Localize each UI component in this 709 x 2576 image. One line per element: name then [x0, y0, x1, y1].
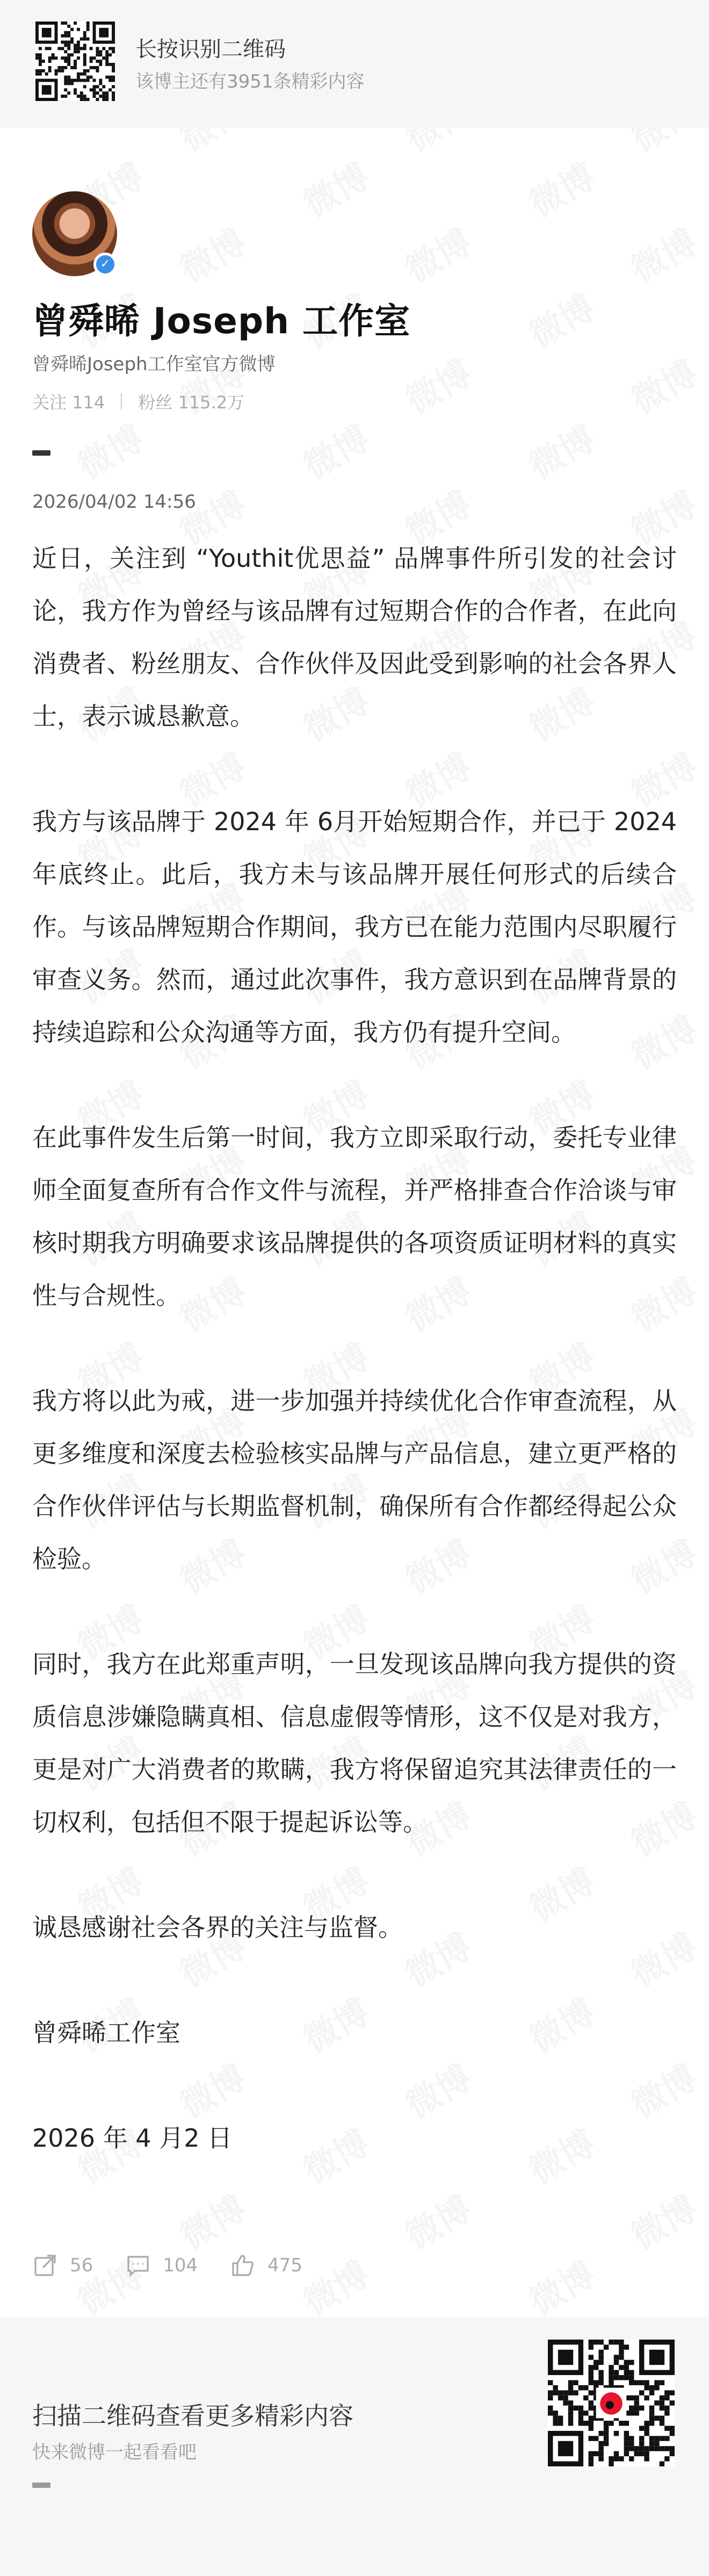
share-button[interactable]	[32, 2253, 93, 2278]
post-paragraph: 我方将以此为戒，进一步加强并持续优化合作审查流程，从更多维度和深度去检验核实品牌与产品信息，建立更严格的合作伙伴评估与长期监督机制，确保所有合作都经得起公众检验。	[32, 1386, 677, 1573]
watermark-text	[519, 412, 603, 489]
watermark-text	[395, 346, 480, 423]
divider-mark	[32, 450, 50, 456]
watermark-text	[519, 280, 603, 358]
followers-count[interactable]: 粉丝 115.2万	[138, 392, 245, 413]
verified-badge-icon: ✓	[93, 253, 117, 276]
post-date: 2026 年 4 月2 日	[32, 2124, 233, 2153]
watermark-text	[68, 412, 152, 489]
comment-icon	[125, 2253, 151, 2278]
watermark-text	[293, 412, 378, 489]
divider-mark	[32, 2483, 50, 2488]
comment-button[interactable]	[125, 2253, 198, 2278]
footer-subtitle: 快来微博一起看看吧	[32, 2442, 197, 2463]
qr-banner-title: 长按识别二维码	[135, 37, 286, 62]
watermark-text	[519, 2247, 603, 2325]
like-count: 475	[267, 2255, 303, 2276]
comment-count: 104	[163, 2255, 198, 2276]
post-content	[32, 532, 677, 2217]
post-paragraph: 在此事件发生后第一时间，我方立即采取行动，委托专业律师全面复查所有合作文件与流程，并严格排查合作洽谈与审核时期我方明确要求该品牌提供的各项资质证明材料的真实性与合规性。	[32, 1123, 677, 1310]
watermark-text	[170, 215, 254, 292]
post-paragraph: 同时，我方在此郑重声明，一旦发现该品牌向我方提供的资质信息涉嫌隐瞒真相、信息虚假等情形，这不仅是对我方，更是对广大消费者的欺瞒，我方将保留追究其法律责任的一切权利，包括但不限于提起诉讼等。	[32, 1650, 677, 1837]
like-button[interactable]	[230, 2253, 302, 2278]
watermark-text	[395, 215, 480, 292]
profile-name[interactable]: 曾舜晞 Joseph 工作室	[32, 300, 411, 342]
watermark-text	[519, 149, 603, 227]
qr-banner-subtitle: 该博主还有3951条精彩内容	[135, 71, 365, 92]
qr-banner[interactable]	[0, 0, 709, 128]
share-count: 56	[70, 2255, 93, 2276]
post-timestamp: 2026/04/02 14:56	[32, 491, 196, 513]
watermark-text	[621, 215, 705, 292]
watermark-text	[621, 346, 705, 423]
footer-title: 扫描二维码查看更多精彩内容	[32, 2401, 353, 2430]
post-paragraph: 我方与该品牌于 2024 年 6月开始短期合作，并已于 2024 年底终止。此后，我方未与该品牌开展任何形式的后续合作。与该品牌短期合作期间，我方已在能力范围内尽职履行审查义务。然而，通过此次事件，我方意识到在品牌背景的持续追踪和公众沟通等方面，我方仍有提升空间。	[32, 807, 677, 1047]
stats-divider	[121, 393, 122, 409]
thumbs-up-icon	[230, 2253, 256, 2278]
post-signature: 曾舜晞工作室	[32, 2018, 180, 2047]
qr-code-icon[interactable]	[35, 21, 115, 101]
post-paragraph: 近日，关注到 “Youthit优思益” 品牌事件所引发的社会讨论，我方作为曾经与该品牌有过短期合作的合作者，在此向消费者、粉丝朋友、合作伙伴及因此受到影响的社会各界人士，表示诚恳歉意。	[32, 544, 677, 731]
qr-code-graphic	[548, 2340, 675, 2466]
watermark-text	[293, 149, 378, 227]
following-count[interactable]: 关注 114	[32, 392, 105, 413]
post-actions	[32, 2253, 335, 2278]
weibo-qr-code-icon[interactable]	[548, 2340, 675, 2466]
qr-code-graphic	[35, 21, 115, 101]
post-paragraph: 诚恳感谢社会各界的关注与监督。	[32, 1913, 403, 1942]
share-icon	[32, 2253, 58, 2278]
profile-stats	[32, 389, 244, 414]
profile-bio: 曾舜晞Joseph工作室官方微博	[32, 354, 276, 375]
